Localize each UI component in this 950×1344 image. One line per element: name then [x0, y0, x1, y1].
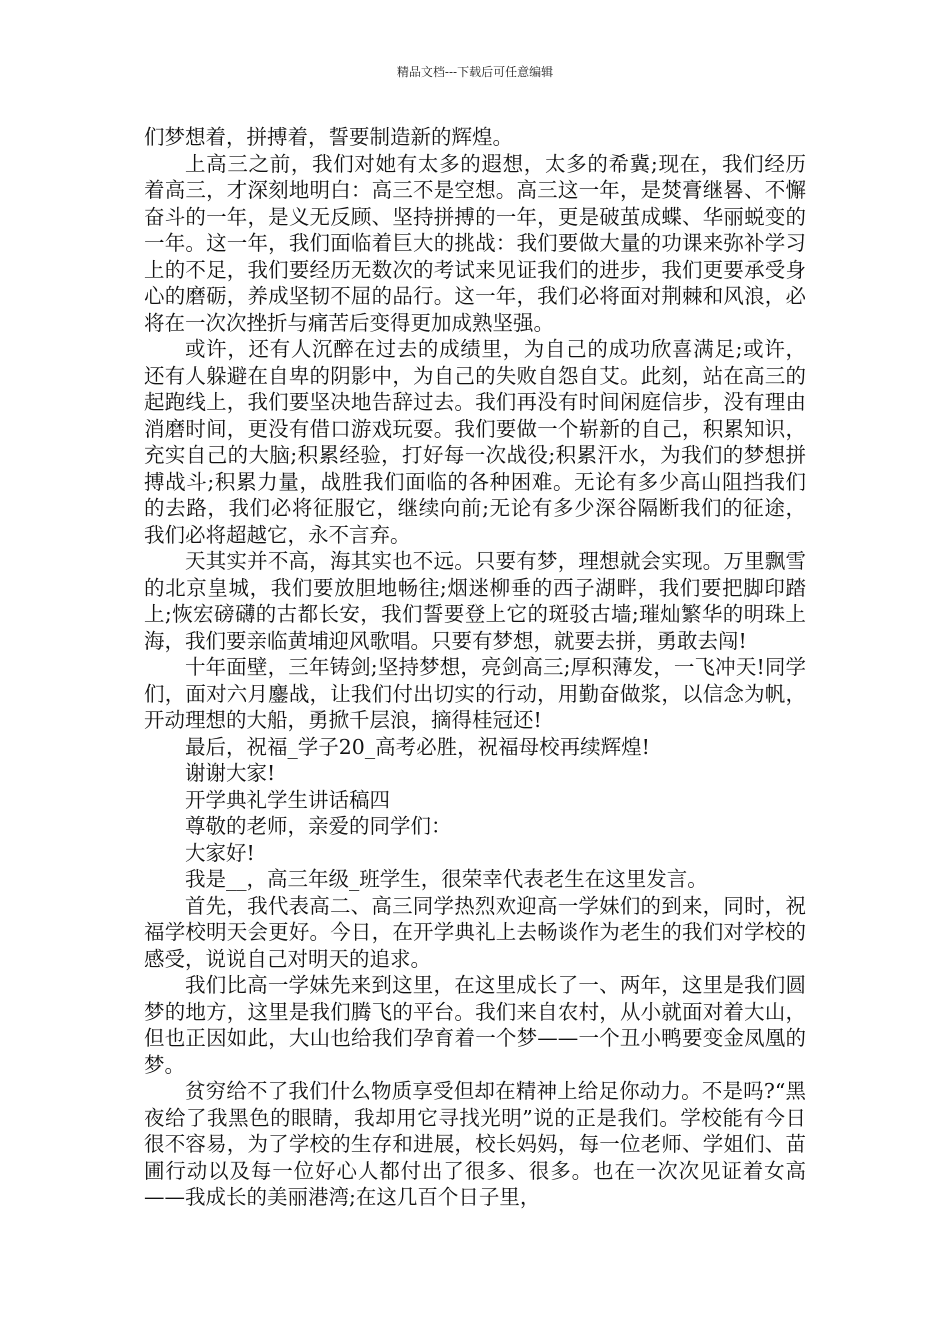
paragraph: 们梦想着，拼搏着，誓要制造新的辉煌。 [144, 125, 513, 149]
page-header: 精品文档---下载后可任意编辑 [396, 65, 554, 79]
paragraph: 首先，我代表高二、高三同学热烈欢迎高一学妹们的到来，同时，祝福学校明天会更好。今日，在开学典礼上去畅谈作为老生的我们对学校的感受，说说自己对明天的追求。 [144, 893, 806, 971]
paragraph: 贫穷给不了我们什么物质享受但却在精神上给足你动力。不是吗?“黑夜给了我黑色的眼睛，我却用它寻找光明”说的正是我们。学校能有今日很不容易，为了学校的生存和进展，校长妈妈，每一位老师、学姐们、苗圃行动以及每一位好心人都付出了很多、很多。也在一次次见证着女高——我成长的美丽港湾;在这几百个日子里， [144, 1079, 806, 1209]
paragraph: 我是__，高三年级_班学生，很荣幸代表老生在这里发言。 [185, 867, 708, 891]
document-body [144, 124, 806, 1211]
paragraph: 我们比高一学妹先来到这里，在这里成长了一、两年，这里是我们圆梦的地方，这里是我们腾飞的平台。我们来自农村，从小就面对着大山，但也正因如此，大山也给我们孕育着一个梦——一个丑小鸭要变金凤凰的梦。 [144, 973, 806, 1077]
paragraph: 上高三之前，我们对她有太多的遐想，太多的希冀;现在，我们经历着高三，才深刻地明白：高三不是空想。高三这一年，是焚膏继晷、不懈奋斗的一年，是义无反顾、坚持拼搏的一年，更是破茧成蝶、华丽蜕变的一年。这一年，我们面临着巨大的挑战：我们要做大量的功课来弥补学习上的不足，我们要经历无数次的考试来见证我们的进步，我们更要承受身心的磨砺，养成坚韧不屈的品行。这一年，我们必将面对荆棘和风浪，必将在一次次挫折与痛苦后变得更加成熟坚强。 [144, 151, 806, 335]
paragraph: 最后，祝福_学子20_高考必胜，祝福母校再续辉煌! [185, 734, 650, 759]
paragraph: 或许，还有人沉醉在过去的成绩里，为自己的成功欣喜满足;或许，还有人躲避在自卑的阴影中，为自己的失败自怨自艾。此刻，站在高三的起跑线上，我们要坚决地告辞过去。我们再没有时间闲庭信步，没有理由消磨时间，更没有借口游戏玩耍。我们要做一个崭新的自己，积累知识，充实自己的大脑;积累经验，打好每一次战役;积累汗水，为我们的梦想拼搏战斗;积累力量，战胜我们面临的各种困难。无论有多少高山阻挡我们的去路，我们必将征服它，继续向前;无论有多少深谷隔断我们的征途，我们必将超越它，永不言弃。 [144, 337, 806, 547]
paragraph: 十年面壁，三年铸剑;坚持梦想，亮剑高三;厚积薄发，一飞冲天!同学们，面对六月鏖战，让我们付出切实的行动，用勤奋做浆，以信念为帆，开动理想的大船，勇掀千层浪，摘得桂冠还! [144, 655, 806, 732]
paragraph: 尊敬的老师，亲爱的同学们： [185, 814, 452, 838]
paragraph: 谢谢大家! [185, 761, 276, 785]
paragraph: 开学典礼学生讲话稿四 [185, 787, 390, 812]
paragraph: 天其实并不高，海其实也不远。只要有梦，理想就会实现。万里飘雪的北京皇城，我们要放胆地畅往;烟迷柳垂的西子湖畔，我们要把脚印踏上;恢宏磅礴的古都长安，我们誓要登上它的斑驳古墙;璀灿繁华的明珠上海，我们要亲临黄埔迎风歌唱。只要有梦想，就要去拼，勇敢去闯! [144, 549, 806, 653]
paragraph: 大家好! [185, 840, 255, 865]
